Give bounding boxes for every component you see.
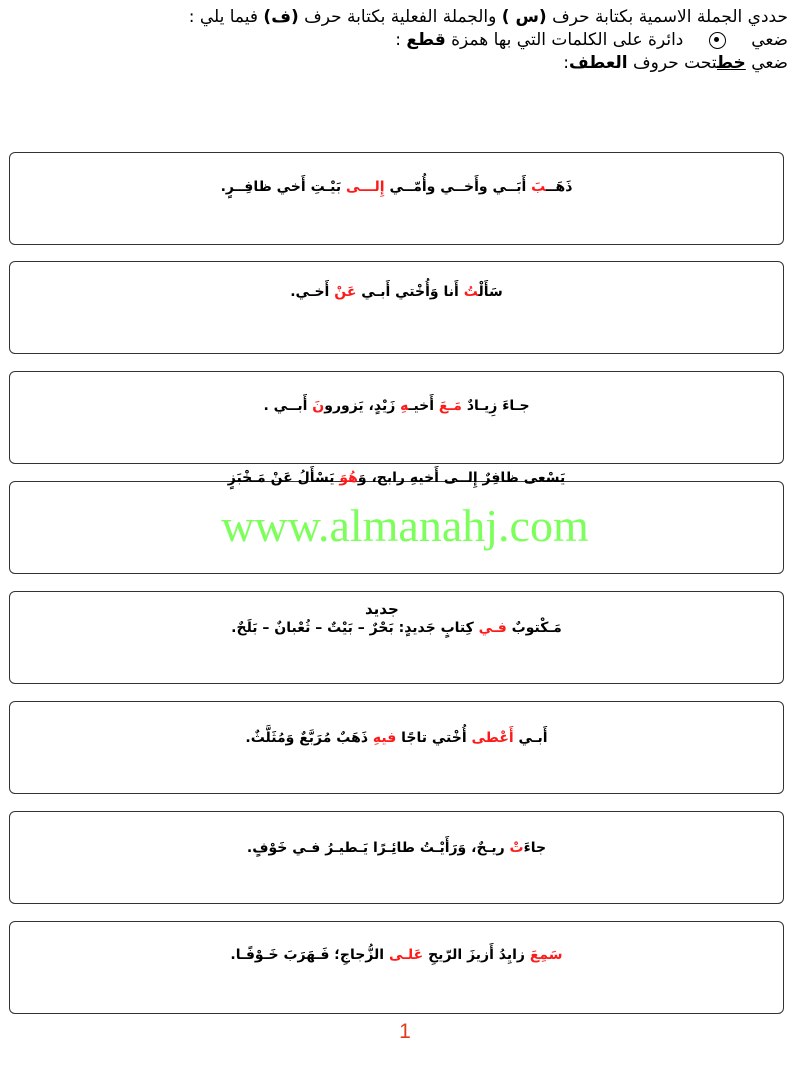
sentence-6: [9, 730, 784, 746]
instruction-line-2: [395, 29, 788, 51]
watermark: www.almanahj.com: [221, 500, 589, 551]
sentence-3: [9, 398, 784, 414]
highlighted-word: هُوَ: [339, 470, 358, 486]
sentence-text: بَيْـتِ أَخي ظافِــرٍ.: [220, 179, 347, 195]
highlighted-word: فـي: [478, 620, 507, 636]
highlighted-word: عَلـى: [388, 947, 424, 963]
handwritten-annotation: جديد: [365, 600, 399, 618]
sentence-text: ذَهَبٌ مُرَبَّعٌ وَمُثَلَّثٌ.: [245, 730, 373, 746]
sentence-text: زَيْدٍ، يَزورو: [324, 398, 401, 414]
instruction-keyword: العطف: [569, 53, 628, 73]
sentence-text: جـاءَ زِيـادٌ: [461, 398, 530, 414]
sentence-box-8[interactable]: [9, 921, 784, 1014]
sentence-5: [9, 620, 784, 636]
sentence-text: أَبَــي وأَخــي وأُمّــي: [384, 179, 532, 195]
sentence-text: الزُّجاجِ؛ فَـهَرَبَ خَـوْفًـا.: [230, 947, 389, 963]
instruction-line-1: [189, 6, 788, 28]
sentence-text: ريـحٌ، وَرَأَيْـتُ طائِـرًا يَـطيـرُ فـي خَوْفٍ.: [246, 840, 510, 856]
sentence-1: [9, 179, 784, 195]
instruction-text: حددي الجملة الاسمية بكتابة حرف: [552, 7, 788, 27]
circle-dot-icon: [709, 32, 726, 49]
page-number: 1: [399, 1020, 411, 1043]
sentence-text: أَنا وَأُخْتي أَبـي: [356, 284, 464, 300]
instruction-text: ضعي: [751, 30, 788, 50]
highlighted-word: عَنْ: [334, 284, 357, 300]
highlighted-word: إِلـــى: [346, 179, 385, 195]
sentence-text: يَسْعى ظافِرٌ إِلــى أَخيهِ رابح، وَ: [357, 470, 566, 486]
instruction-text: ضعي: [751, 53, 788, 73]
instruction-text: تحت حروف: [633, 53, 717, 73]
sentence-text: أَخيـ: [408, 398, 439, 414]
instruction-text: :: [563, 53, 570, 73]
sentence-text: جاءَ: [523, 840, 547, 856]
sentence-7: [9, 840, 784, 856]
instruction-text: والجملة الفعلية بكتابة حرف: [304, 7, 497, 27]
sentence-text: كِتابٍ جَديدٍ: بَحْرٌ – بَيْتٌ – ثُعْبانٌ – بَلَحٌ.: [231, 620, 479, 636]
sentence-text: يَسْأَلُ عَنْ مَـخْبَزٍ: [227, 470, 340, 486]
sentence-text: سَأَلْ: [478, 284, 503, 300]
highlighted-letter: تُ: [463, 284, 479, 300]
sentence-text: أَبــي .: [263, 398, 313, 414]
highlighted-word: فيهِ: [372, 730, 397, 746]
sentence-4: [9, 470, 784, 486]
sentence-box-6[interactable]: [9, 701, 784, 794]
highlighted-letter: هِ: [400, 398, 409, 414]
instruction-text: :: [395, 30, 402, 50]
instruction-keyword: قطع: [406, 30, 446, 50]
highlighted-word: مَـعَ: [438, 398, 462, 414]
highlighted-word: أَعْطى: [471, 730, 514, 746]
instruction-marker-s: (س ): [501, 7, 547, 27]
sentence-text: أَخـي.: [290, 284, 335, 300]
sentence-2: [9, 284, 784, 300]
sentence-box-7[interactable]: [9, 811, 784, 904]
instruction-underlined-word: خط: [716, 53, 746, 73]
highlighted-letter: بَ: [531, 179, 546, 195]
highlighted-letter: نَ: [312, 398, 325, 414]
sentence-8: [9, 947, 784, 963]
sentence-box-3[interactable]: [9, 371, 784, 464]
highlighted-word: سَمِعَ: [529, 947, 563, 963]
highlighted-letter: تْ: [509, 840, 524, 856]
sentence-text: زايِدُ أَزيزَ الرّيحِ: [423, 947, 530, 963]
sentence-text: مَـكْتوبٌ: [506, 620, 562, 636]
sentence-text: ذَهَــ: [545, 179, 573, 195]
sentence-text: أُخْتي تاجًا: [396, 730, 472, 746]
sentence-box-1[interactable]: [9, 152, 784, 245]
instruction-text: فيما يلي :: [188, 7, 259, 27]
instruction-line-3: [563, 52, 788, 74]
sentence-text: أَبـي: [513, 730, 548, 746]
instruction-marker-f: (ف): [263, 7, 299, 27]
sentence-box-2[interactable]: [9, 261, 784, 354]
instruction-text: دائرة على الكلمات التي بها همزة: [451, 30, 684, 50]
